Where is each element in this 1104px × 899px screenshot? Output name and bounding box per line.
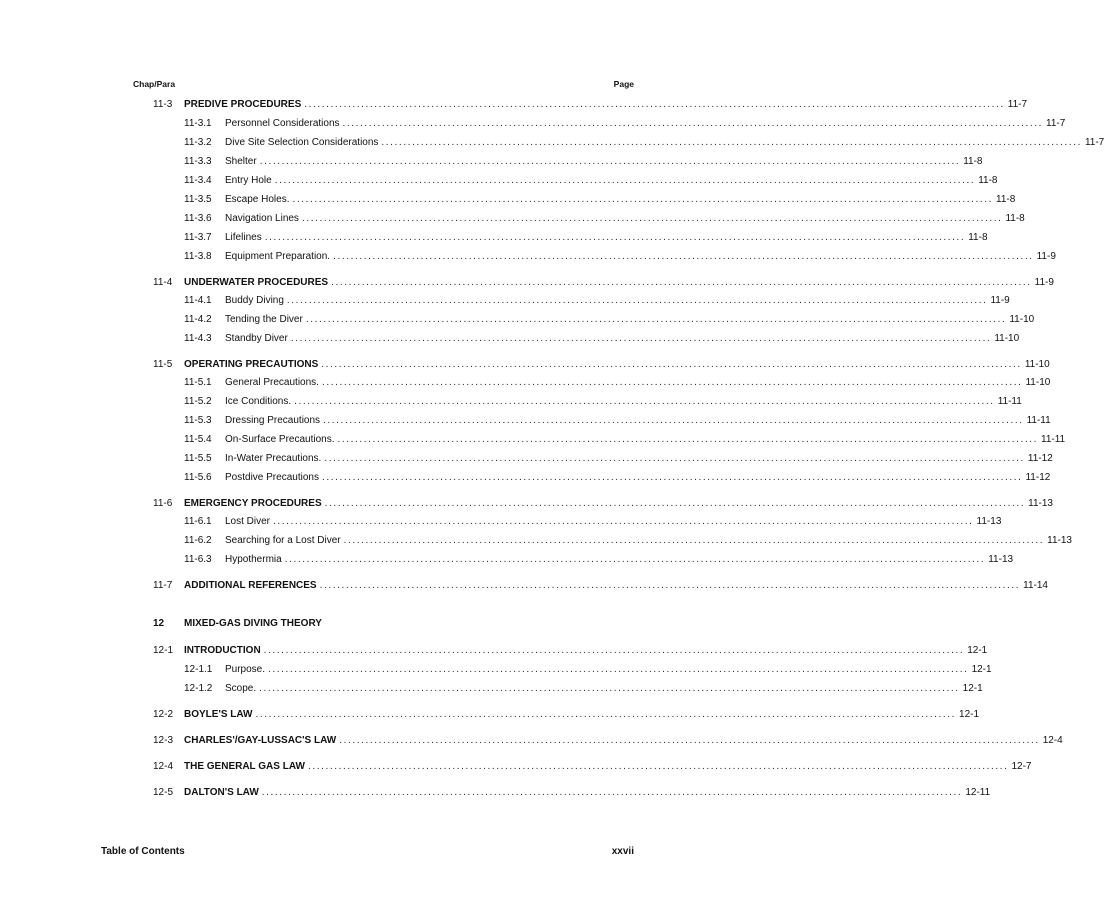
toc-entry-page: 11-12 (1027, 453, 1053, 464)
dot-leader: ................................................................................................................................................................ (339, 735, 1040, 746)
toc-entry-page: 12-4 (1042, 735, 1063, 746)
toc-entry-line (225, 313, 1035, 327)
toc-entry-number: 11-5.3 (184, 415, 212, 426)
toc-entry-line (225, 376, 1051, 390)
toc-entry-line (225, 471, 1051, 485)
toc-entry-title: Postdive Precautions (225, 472, 319, 483)
toc-entry-number: 11-3.1 (184, 118, 212, 129)
toc-entry-page: 12-1 (967, 645, 988, 656)
toc-entry-line (184, 734, 1063, 748)
dot-leader: ................................................................................................................................................................ (290, 333, 992, 344)
toc-entry-title: UNDERWATER PROCEDURES (184, 277, 329, 288)
dot-leader: ................................................................................................................................................................ (324, 453, 1025, 464)
toc-entry-line (225, 212, 1025, 226)
toc-entry-line (225, 117, 1066, 131)
toc-entry-page: 11-9 (990, 295, 1010, 306)
toc-entry-page: 11-9 (1036, 251, 1056, 262)
toc-entry-number: 12-1.1 (184, 664, 213, 675)
dot-leader: ................................................................................................................................................................ (255, 709, 957, 720)
toc-entry-title: Tending the Diver (225, 314, 303, 325)
toc-entry-number: 12 (153, 618, 165, 629)
dot-leader: ................................................................................................................................................................ (307, 761, 1009, 772)
toc-section-entry (0, 644, 988, 658)
toc-subsection-entry (0, 117, 1066, 131)
toc-entry-page: 11-7 (1046, 118, 1066, 129)
toc-entry-number: 11-4.2 (184, 314, 212, 325)
toc-subsection-entry (0, 515, 1002, 529)
toc-chapter-title: MIXED-GAS DIVING THEORY (184, 618, 322, 629)
toc-entry-number: 12-1.2 (184, 683, 213, 694)
toc-entry-title: BOYLE'S LAW (184, 709, 253, 720)
toc-subsection-entry (0, 294, 1010, 308)
toc-entry-line (184, 276, 1054, 290)
toc-entry-title: Ice Conditions. (225, 396, 292, 407)
toc-entry-page: 11-8 (1005, 213, 1025, 224)
toc-entry-page: 11-10 (994, 333, 1020, 344)
toc-entry-title: Lifelines (225, 232, 262, 243)
toc-entry-page: 11-12 (1025, 472, 1051, 483)
dot-leader: ................................................................................................................................................................ (321, 359, 1022, 370)
toc-entry-line (184, 644, 988, 658)
toc-entry-page: 12-1 (962, 683, 983, 694)
toc-entry-title: THE GENERAL GAS LAW (184, 761, 305, 772)
toc-subsection-entry (0, 155, 983, 169)
toc-entry-line (225, 155, 983, 169)
toc-entry-number: 11-5.2 (184, 396, 212, 407)
toc-entry-page: 11-11 (997, 396, 1022, 407)
dot-leader: ................................................................................................................................................................ (342, 118, 1044, 129)
dot-leader: ................................................................................................................................................................ (319, 580, 1021, 591)
toc-subsection-entry (0, 136, 1104, 150)
toc-entry-title: Searching for a Lost Diver (225, 535, 341, 546)
toc-entry-title: Buddy Diving (225, 295, 284, 306)
toc-subsection-entry (0, 332, 1020, 346)
dot-leader: ................................................................................................................................................................ (274, 175, 976, 186)
toc-entry-number: 11-6 (153, 498, 173, 509)
toc-entry-line (225, 250, 1056, 264)
toc-entry-line (225, 663, 992, 677)
toc-entry-title: Scope. (225, 683, 257, 694)
toc-subsection-entry (0, 414, 1051, 428)
toc-entry-page: 11-13 (1047, 535, 1072, 546)
toc-subsection-entry (0, 231, 988, 245)
toc-entry-line (184, 358, 1050, 372)
toc-entry-page: 11-8 (968, 232, 988, 243)
dot-leader: ................................................................................................................................................................ (337, 434, 1039, 445)
toc-entry-title: Purpose. (225, 664, 266, 675)
toc-entry-number: 11-3.4 (184, 175, 212, 186)
footer-section-title: Table of Contents (101, 846, 185, 857)
toc-entry-number: 11-5.4 (184, 434, 212, 445)
toc-entry-number: 11-3.8 (184, 251, 212, 262)
toc-entry-line (225, 414, 1051, 428)
toc-entry-title: Personnel Considerations (225, 118, 340, 129)
dot-leader: ................................................................................................................................................................ (323, 415, 1024, 426)
toc-entry-page: 11-8 (996, 194, 1016, 205)
toc-entry-title: Dive Site Selection Considerations (225, 137, 379, 148)
column-header-page: Page (613, 79, 634, 89)
dot-leader: ................................................................................................................................................................ (286, 295, 988, 306)
toc-entry-page: 11-8 (963, 156, 983, 167)
toc-entry-page: 12-11 (965, 787, 991, 798)
column-header-chap-para: Chap/Para (133, 79, 176, 89)
toc-subsection-entry (0, 193, 1016, 207)
toc-entry-line (225, 332, 1020, 346)
toc-entry-line (225, 193, 1016, 207)
toc-subsection-entry (0, 534, 1072, 548)
toc-entry-number: 11-5 (153, 359, 173, 370)
toc-entry-line (225, 294, 1010, 308)
toc-entry-line (225, 534, 1072, 548)
toc-entry-title: OPERATING PRECAUTIONS (184, 359, 319, 370)
dot-leader: ................................................................................................................................................................ (331, 277, 1032, 288)
toc-entry-number: 11-4.1 (184, 295, 212, 306)
toc-entry-line (225, 136, 1104, 150)
toc-entry-page: 11-10 (1024, 359, 1050, 370)
toc-entry-page: 11-14 (1023, 580, 1048, 591)
toc-entry-line (184, 579, 1048, 593)
toc-entry-title: On-Surface Precautions. (225, 434, 335, 445)
toc-entry-number: 11-4 (153, 277, 173, 288)
dot-leader: ................................................................................................................................................................ (294, 396, 995, 407)
toc-entry-title: General Precautions. (225, 377, 319, 388)
dot-leader: ................................................................................................................................................................ (263, 645, 965, 656)
toc-section-entry (0, 786, 991, 800)
toc-entry-number: 11-5.5 (184, 453, 212, 464)
toc-section-entry (0, 579, 1048, 593)
toc-entry-page: 11-8 (978, 175, 998, 186)
toc-entry-page: 11-13 (1028, 498, 1053, 509)
toc-entry-number: 11-6.3 (184, 554, 212, 565)
toc-subsection-entry (0, 313, 1035, 327)
toc-entry-page: 11-11 (1026, 415, 1051, 426)
toc-section-entry (0, 358, 1050, 372)
toc-entry-page: 11-13 (988, 554, 1014, 565)
toc-section-entry (0, 708, 980, 722)
toc-section-entry (0, 760, 1032, 774)
toc-entry-title: Shelter (225, 156, 257, 167)
dot-leader: ................................................................................................................................................................ (305, 314, 1007, 325)
toc-entry-title: ADDITIONAL REFERENCES (184, 580, 317, 591)
toc-subsection-entry (0, 682, 983, 696)
dot-leader: ................................................................................................................................................................ (268, 664, 969, 675)
dot-leader: ................................................................................................................................................................ (343, 535, 1045, 546)
toc-entry-line (225, 553, 1014, 567)
toc-entry-number: 11-3.7 (184, 232, 212, 243)
toc-entry-page: 11-10 (1009, 314, 1035, 325)
toc-entry-line (225, 452, 1053, 466)
toc-section-entry (0, 98, 1028, 112)
toc-entry-number: 11-3.6 (184, 213, 212, 224)
toc-entry-title: DALTON'S LAW (184, 787, 259, 798)
toc-entry-line (225, 515, 1002, 529)
toc-entry-number: 12-5 (153, 787, 174, 798)
toc-section-entry (0, 276, 1054, 290)
toc-subsection-entry (0, 663, 992, 677)
toc-entry-number: 11-6.2 (184, 535, 212, 546)
dot-leader: ................................................................................................................................................................ (301, 213, 1003, 224)
toc-entry-title: CHARLES'/GAY-LUSSAC'S LAW (184, 735, 337, 746)
toc-subsection-entry (0, 250, 1056, 264)
dot-leader: ................................................................................................................................................................ (273, 516, 974, 527)
toc-entry-line (184, 98, 1028, 112)
toc-entry-number: 11-3 (153, 99, 173, 110)
toc-entry-line (184, 760, 1032, 774)
dot-leader: ................................................................................................................................................................ (321, 472, 1023, 483)
toc-entry-title: INTRODUCTION (184, 645, 261, 656)
toc-entry-title: Escape Holes. (225, 194, 290, 205)
toc-subsection-entry (0, 212, 1025, 226)
toc-section-entry (0, 497, 1053, 511)
footer-page-number: xxvii (611, 846, 634, 857)
toc-entry-line (184, 786, 991, 800)
dot-leader: ................................................................................................................................................................ (333, 251, 1034, 262)
dot-leader: ................................................................................................................................................................ (259, 683, 960, 694)
toc-entry-number: 12-1 (153, 645, 174, 656)
toc-entry-number: 11-4.3 (184, 333, 212, 344)
toc-subsection-entry (0, 174, 998, 188)
toc-entry-number: 12-4 (153, 761, 174, 772)
toc-subsection-entry (0, 471, 1051, 485)
toc-chapter-heading (0, 617, 695, 631)
toc-subsection-entry (0, 376, 1051, 390)
toc-entry-page: 11-11 (1041, 434, 1066, 445)
toc-entry-title: Equipment Preparation. (225, 251, 331, 262)
dot-leader: ................................................................................................................................................................ (259, 156, 961, 167)
toc-entry-title: EMERGENCY PROCEDURES (184, 498, 322, 509)
toc-entry-number: 12-2 (153, 709, 174, 720)
dot-leader: ................................................................................................................................................................ (284, 554, 986, 565)
dot-leader: ................................................................................................................................................................ (304, 99, 1005, 110)
toc-entry-title: Standby Diver (225, 333, 288, 344)
toc-entry-line (225, 682, 983, 696)
toc-entry-number: 11-7 (153, 580, 173, 591)
toc-subsection-entry (0, 452, 1053, 466)
toc-entry-line (184, 497, 1053, 511)
toc-entry-number: 11-5.1 (184, 377, 212, 388)
toc-entry-title: Lost Diver (225, 516, 271, 527)
toc-subsection-entry (0, 395, 1022, 409)
toc-entry-number: 11-3.2 (184, 137, 212, 148)
toc-entry-page: 11-9 (1034, 277, 1054, 288)
toc-entry-line (225, 174, 998, 188)
dot-leader: ................................................................................................................................................................ (264, 232, 966, 243)
toc-entry-number: 12-3 (153, 735, 174, 746)
toc-subsection-entry (0, 553, 1014, 567)
dot-leader: ................................................................................................................................................................ (324, 498, 1026, 509)
toc-entry-number: 11-5.6 (184, 472, 212, 483)
toc-entry-line (225, 231, 988, 245)
toc-entry-page: 11-13 (976, 516, 1002, 527)
toc-entry-title: In-Water Precautions. (225, 453, 322, 464)
toc-entry-title: PREDIVE PROCEDURES (184, 99, 302, 110)
toc-entry-title: Navigation Lines (225, 213, 299, 224)
toc-entry-page: 12-1 (971, 664, 992, 675)
toc-entry-page: 12-1 (959, 709, 980, 720)
toc-entry-title: Dressing Precautions (225, 415, 321, 426)
dot-leader: ................................................................................................................................................................ (381, 137, 1082, 148)
dot-leader: ................................................................................................................................................................ (292, 194, 994, 205)
toc-entry-title: Hypothermia (225, 554, 282, 565)
toc-entry-number: 11-3.5 (184, 194, 212, 205)
toc-section-entry (0, 734, 1063, 748)
toc-entry-line (225, 395, 1022, 409)
toc-entry-page: 11-7 (1084, 137, 1104, 148)
dot-leader: ................................................................................................................................................................ (261, 787, 963, 798)
toc-entry-number: 11-6.1 (184, 516, 212, 527)
toc-entry-title: Entry Hole (225, 175, 272, 186)
toc-entry-line (225, 433, 1066, 447)
dot-leader: ................................................................................................................................................................ (321, 377, 1023, 388)
toc-entry-page: 11-7 (1007, 99, 1028, 110)
toc-subsection-entry (0, 433, 1066, 447)
toc-entry-page: 12-7 (1011, 761, 1032, 772)
toc-entry-number: 11-3.3 (184, 156, 212, 167)
toc-entry-line (184, 708, 980, 722)
toc-entry-page: 11-10 (1025, 377, 1051, 388)
